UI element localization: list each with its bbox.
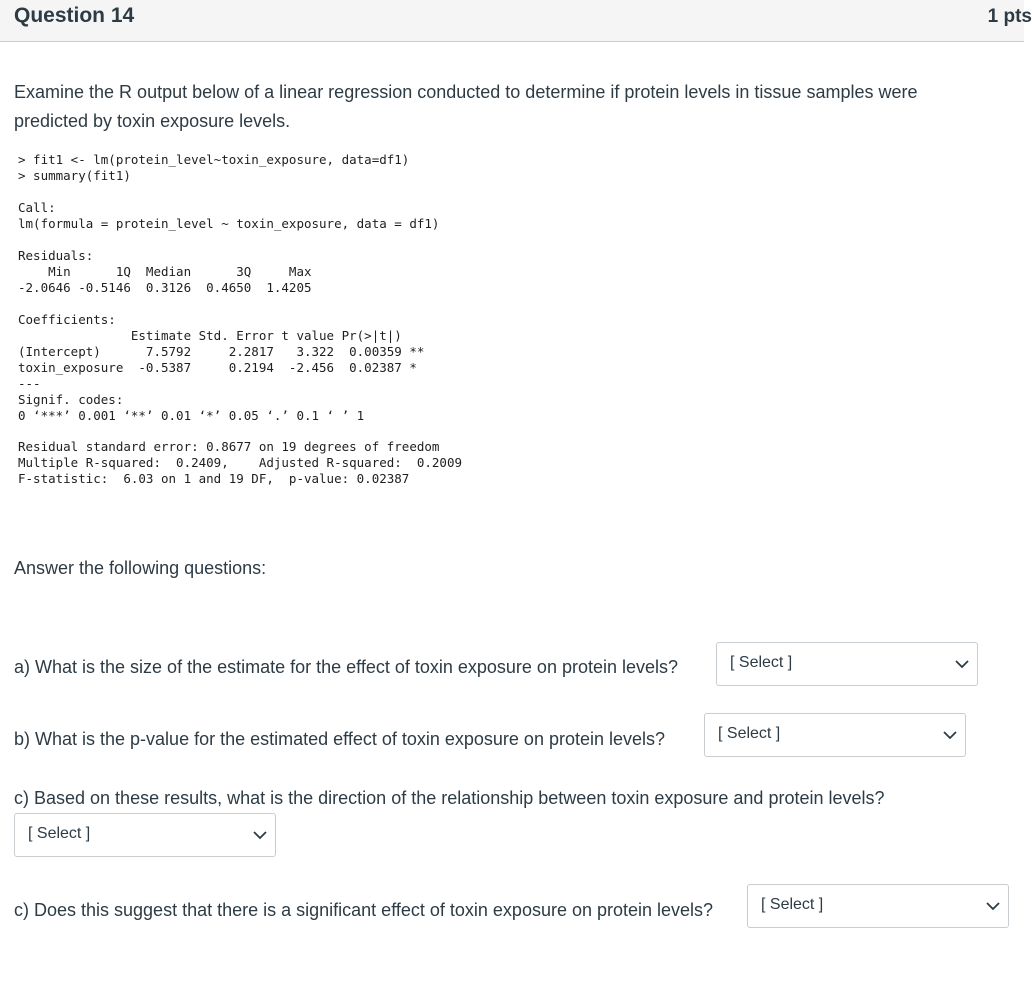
r-residuals-output: Residuals: Min 1Q Median 3Q Max -2.0646 -0.5146 0.3126 0.4650 1.4205 [18, 248, 312, 295]
r-call-output: Call: lm(formula = protein_level ~ toxin_exposure, data = df1) [18, 200, 440, 231]
answer-instructions: Answer the following questions: [14, 558, 267, 578]
question-c-significance-text: c) Does this suggest that there is a significant effect of toxin exposure on protein levels? [14, 900, 714, 920]
r-coefficients-output: Coefficients: Estimate Std. Error t value Pr(>|t|) (Intercept) 7.5792 2.2817 3.322 0.00359 ** toxin_exposure -0.5387 0.2194 -2.456 0.02387 * --- Signif. codes: 0 ‘***’ 0.001 ‘**’ 0.01 ‘*’ 0.05 ‘.’ 0.1 ‘ ’ 1 [18, 312, 425, 423]
question-c-significance-select-value: [ Select ] [761, 896, 824, 913]
question-c-direction-select[interactable] [14, 813, 276, 857]
question-a-select[interactable] [716, 642, 978, 686]
question-c-direction-select-value: [ Select ] [28, 825, 91, 842]
question-a-text: a) What is the size of the estimate for the effect of toxin exposure on protein levels? [14, 657, 679, 677]
r-command-lm: > fit1 <- lm(protein_level~toxin_exposure, data=df1) [18, 152, 410, 167]
chevron-down-icon [955, 660, 969, 669]
r-command-summary: > summary(fit1) [18, 168, 131, 183]
question-points: 1 pts [987, 6, 1032, 27]
chevron-down-icon [943, 731, 957, 740]
question-intro: Examine the R output below of a linear regression conducted to determine if protein levels in tissue samples were predicted by toxin exposure levels. [14, 82, 918, 131]
question-c-significance-select[interactable] [747, 884, 1009, 928]
chevron-down-icon [253, 831, 267, 840]
r-model-stats-output: Residual standard error: 0.8677 on 19 degrees of freedom Multiple R-squared: 0.2409, Adjusted R-squared: 0.2009 F-statistic: 6.03 on 1 and 19 DF, p-value: 0.02387 [18, 439, 463, 486]
chevron-down-icon [986, 902, 1000, 911]
question-b-text: b) What is the p-value for the estimated effect of toxin exposure on protein levels? [14, 729, 666, 749]
question-header [0, 0, 1032, 42]
question-a-select-value: [ Select ] [730, 654, 793, 671]
question-b-select[interactable] [704, 713, 966, 757]
question-c-direction-text: c) Based on these results, what is the direction of the relationship between toxin exposure and protein levels? [14, 788, 885, 808]
question-title: Question 14 [14, 4, 135, 27]
question-b-select-value: [ Select ] [718, 725, 781, 742]
